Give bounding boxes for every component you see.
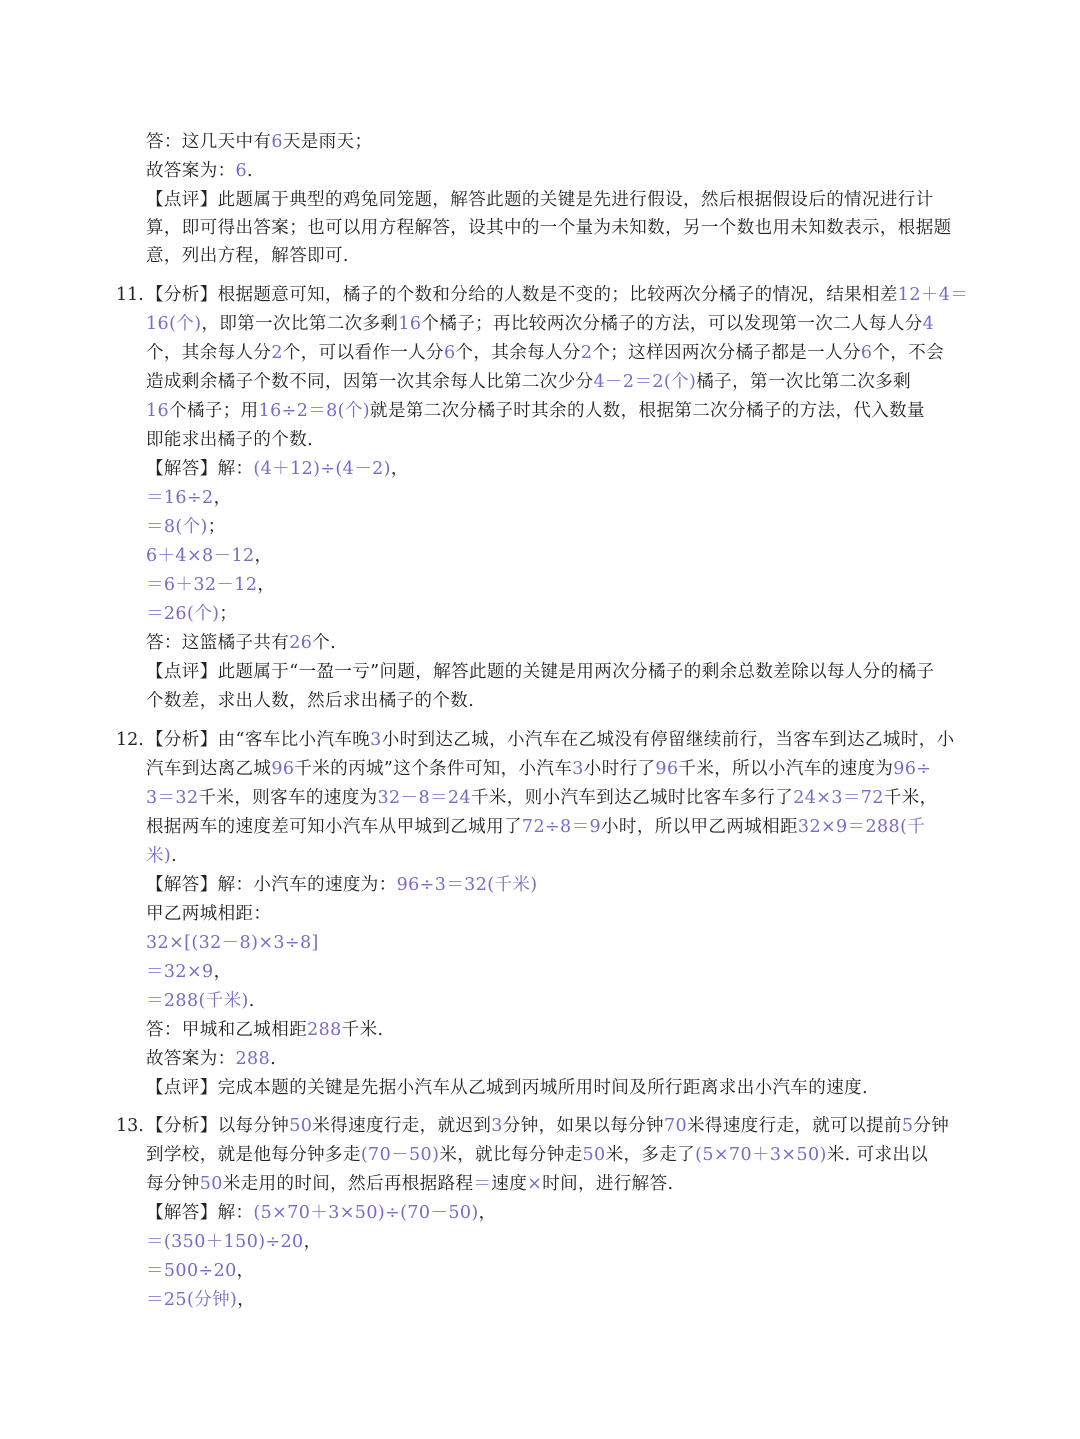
text-segment: . (270, 1049, 277, 1069)
question-number: 13. (116, 1116, 144, 1136)
text-segment: 即能求出橘子的个数. (146, 430, 314, 450)
text-line (146, 958, 231, 987)
question-number: 11. (116, 285, 144, 305)
text-line (146, 542, 272, 571)
text-segment: 根据两车的速度差可知小汽车从甲城到乙城用了 (146, 817, 522, 837)
text-segment: ； (219, 604, 238, 624)
text-segment: ，即第一次比第二次多剩 (201, 314, 399, 334)
text-line (146, 1257, 255, 1286)
text-segment: 个，不会 (872, 343, 945, 363)
text-segment: 到学校，就是他每分钟多走 (146, 1145, 361, 1165)
text-line (146, 571, 275, 600)
math-expression: 16 (398, 314, 422, 334)
math-expression: 3 (572, 759, 584, 779)
text-segment: 千米， (883, 788, 938, 808)
text-segment: 米，多走了 (605, 1145, 696, 1165)
text-line (146, 1112, 949, 1141)
text-segment: 故答案为： (146, 1049, 236, 1069)
math-expression: ＝6＋32－12 (146, 575, 258, 595)
question-number: 12. (116, 730, 144, 750)
math-expression: 2 (271, 343, 283, 363)
text-segment: 千米的丙城”这个条件可知，小汽车 (294, 759, 573, 779)
math-expression: ＝500÷20 (146, 1261, 237, 1281)
text-line (146, 871, 538, 900)
text-segment: 个数差，求出人数，然后求出橘子的个数. (146, 691, 475, 711)
text-segment: 每分钟 (146, 1174, 200, 1194)
text-segment: ， (254, 546, 273, 566)
text-segment: 答：这几天中有 (146, 132, 272, 152)
text-segment: ， (236, 1261, 255, 1281)
text-line (146, 1228, 322, 1257)
text-line (146, 1286, 255, 1315)
math-expression: 32×[(32－8)×3÷8] (146, 933, 319, 953)
math-expression: 16(个) (146, 314, 202, 334)
text-segment: 【分析】由“客车比小汽车晚 (146, 730, 371, 750)
text-segment: 千米. (341, 1020, 384, 1040)
text-line (146, 929, 319, 958)
text-segment: . (247, 161, 254, 181)
text-line (146, 1016, 383, 1045)
text-segment: 分钟 (913, 1116, 950, 1136)
text-line (146, 455, 409, 484)
text-segment: 千米，所以小汽车的速度为 (678, 759, 894, 779)
text-segment: 小时行了 (583, 759, 656, 779)
text-line (146, 1170, 673, 1199)
text-line (146, 629, 336, 658)
math-expression: 24×3＝72 (793, 788, 884, 808)
text-segment: 造成剩余橘子个数不同，因第一次其余每人比第二次少分 (146, 372, 594, 392)
text-segment: . (248, 991, 255, 1011)
math-expression: (5×70＋3×50) (695, 1145, 827, 1165)
math-expression: ＝8(个) (146, 517, 208, 537)
text-line (146, 186, 934, 215)
math-expression: ＝288(千米) (146, 991, 249, 1011)
text-segment: ， (303, 1232, 322, 1252)
text-segment: 米. 可求出以 (826, 1145, 929, 1165)
text-line (146, 157, 253, 186)
text-segment: 个，其余每人分 (455, 343, 581, 363)
text-segment: 个橘子；用 (169, 401, 259, 421)
text-segment: 分钟，如果以每分钟 (502, 1116, 664, 1136)
text-segment: 米，就比每分钟走 (439, 1145, 583, 1165)
text-line (146, 1074, 868, 1103)
math-expression: 3 (370, 730, 382, 750)
math-expression: 4－2＝2(个) (593, 372, 697, 392)
text-line (146, 397, 925, 426)
text-segment: 【解答】解： (146, 1203, 254, 1223)
text-line (146, 310, 934, 339)
text-segment: 【点评】此题属于“一盈一亏”问题，解答此题的关键是用两次分橘子的剩余总数差除以每人分的橘子 (146, 662, 935, 682)
math-expression: 16÷2＝8(个) (258, 401, 371, 421)
text-line (146, 842, 177, 871)
math-expression: 2 (580, 343, 593, 363)
text-segment: 答：这篮橘子共有 (146, 633, 290, 653)
text-segment: 小时到达乙城，小汽车在乙城没有停留继续前行，当客车到达乙城时，小 (381, 730, 955, 750)
math-expression: ＝26(个) (146, 604, 220, 624)
text-segment: 米得速度行走，就迟到 (312, 1116, 492, 1136)
math-expression: 6 (235, 161, 248, 181)
text-segment: ， (257, 575, 276, 595)
text-segment: 算，即可得出答案；也可以用方程解答，设其中的一个量为未知数，另一个数也用未知数表示，根据题 (146, 218, 952, 238)
math-expression: ＝(350＋150)÷20 (146, 1232, 304, 1252)
math-expression: 6 (271, 132, 283, 152)
text-segment: 时间，进行解答. (542, 1174, 674, 1194)
text-segment: 个. (312, 633, 337, 653)
text-line (146, 784, 938, 813)
text-segment: 【解答】解： (146, 459, 254, 479)
math-expression: 6＋4×8－12 (146, 546, 255, 566)
text-segment: 米得速度行走，就可以提前 (687, 1116, 902, 1136)
text-line (146, 281, 968, 310)
math-expression: 6 (860, 343, 873, 363)
text-line (146, 484, 231, 513)
text-segment: 故答案为： (146, 161, 236, 181)
text-segment: 就是第二次分橘子时其余的人数，根据第二次分橘子的方法，代入数量 (370, 401, 925, 421)
text-line (146, 339, 944, 368)
math-expression: × (527, 1174, 543, 1194)
text-line (146, 513, 226, 542)
text-segment: 千米，则小汽车到达乙城时比客车多行了 (471, 788, 794, 808)
text-line (146, 1045, 276, 1074)
text-line (146, 368, 911, 397)
text-segment: 个，可以看作一人分 (282, 343, 444, 363)
math-expression: 4 (922, 314, 935, 334)
text-segment: 甲乙两城相距： (146, 904, 272, 924)
text-line (146, 242, 349, 271)
text-segment: ； (207, 517, 226, 537)
text-line (146, 755, 931, 784)
math-expression: 50 (289, 1116, 313, 1136)
text-segment: 个，其余每人分 (146, 343, 272, 363)
math-expression: (4＋12)÷(4－2) (253, 459, 391, 479)
math-expression: ＝25(分钟) (146, 1290, 238, 1310)
math-expression: 3 (491, 1116, 503, 1136)
text-line (146, 726, 955, 755)
text-segment: 个橘子；再比较两次分橘子的方法，可以发现第一次二人每人分 (421, 314, 923, 334)
text-segment: 【解答】解：小汽车的速度为： (146, 875, 397, 895)
math-expression: 6 (443, 343, 456, 363)
math-expression: 96 (655, 759, 679, 779)
text-segment: ， (390, 459, 409, 479)
text-segment: ， (237, 1290, 256, 1310)
math-expression: 96÷ (893, 759, 932, 779)
math-expression: 米) (146, 846, 172, 866)
math-expression: 288 (235, 1049, 271, 1069)
text-line (146, 813, 925, 842)
text-segment: 速度 (491, 1174, 528, 1194)
math-expression: ＝ (473, 1174, 492, 1194)
math-expression: (5×70＋3×50)÷(70－50) (253, 1203, 479, 1223)
text-line (146, 658, 934, 687)
text-segment: 天是雨天； (282, 132, 373, 152)
text-segment: 答：甲城和乙城相距 (146, 1020, 308, 1040)
math-expression: 32×9＝288(千 (797, 817, 926, 837)
text-segment: 意，列出方程，解答即可. (146, 246, 349, 266)
text-line (146, 128, 372, 157)
text-segment: 个；这样因两次分橘子都是一人分 (592, 343, 861, 363)
text-segment: . (171, 846, 178, 866)
math-expression: 72÷8＝9 (521, 817, 602, 837)
math-expression: (70－50) (360, 1145, 440, 1165)
text-line (146, 1199, 497, 1228)
text-line (146, 600, 237, 629)
math-expression: 16 (146, 401, 170, 421)
text-line (146, 900, 271, 929)
text-line (146, 1141, 928, 1170)
text-line (146, 687, 474, 716)
text-segment: 千米，则客车的速度为 (198, 788, 378, 808)
math-expression: 32－8＝24 (377, 788, 471, 808)
text-segment: 【分析】根据题意可知，橘子的个数和分给的人数是不变的；比较两次分橘子的情况，结果相差 (146, 285, 898, 305)
math-expression: 3＝32 (146, 788, 199, 808)
math-expression: 50 (582, 1145, 606, 1165)
math-expression: 70 (663, 1116, 688, 1136)
text-segment: 【点评】此题属于典型的鸡兔同笼题，解答此题的关键是先进行假设，然后根据假设后的情况进行计 (146, 190, 934, 210)
text-segment: 【分析】以每分钟 (146, 1116, 290, 1136)
math-expression: 12＋4＝ (897, 285, 969, 305)
math-expression: 5 (901, 1116, 914, 1136)
math-expression: ＝16÷2 (146, 488, 214, 508)
text-segment: 【点评】完成本题的关键是先据小汽车从乙城到丙城所用时间及所行距离求出小汽车的速度. (146, 1078, 868, 1098)
math-expression: 96 (271, 759, 295, 779)
text-segment: 橘子，第一次比第二次多剩 (696, 372, 912, 392)
text-segment: ， (213, 488, 232, 508)
text-segment: 小时，所以甲乙两城相距 (601, 817, 798, 837)
text-line (146, 987, 255, 1016)
text-segment: 汽车到达离乙城 (146, 759, 272, 779)
math-expression: 96÷3＝32(千米) (396, 875, 538, 895)
text-segment: ， (478, 1203, 497, 1223)
math-expression: 26 (289, 633, 313, 653)
text-segment: ， (213, 962, 232, 982)
text-line (146, 214, 952, 243)
math-expression: ＝32×9 (146, 962, 214, 982)
math-expression: 288 (307, 1020, 342, 1040)
math-expression: 50 (199, 1174, 223, 1194)
text-line (146, 426, 313, 455)
text-segment: 米走用的时间，然后再根据路程 (222, 1174, 474, 1194)
